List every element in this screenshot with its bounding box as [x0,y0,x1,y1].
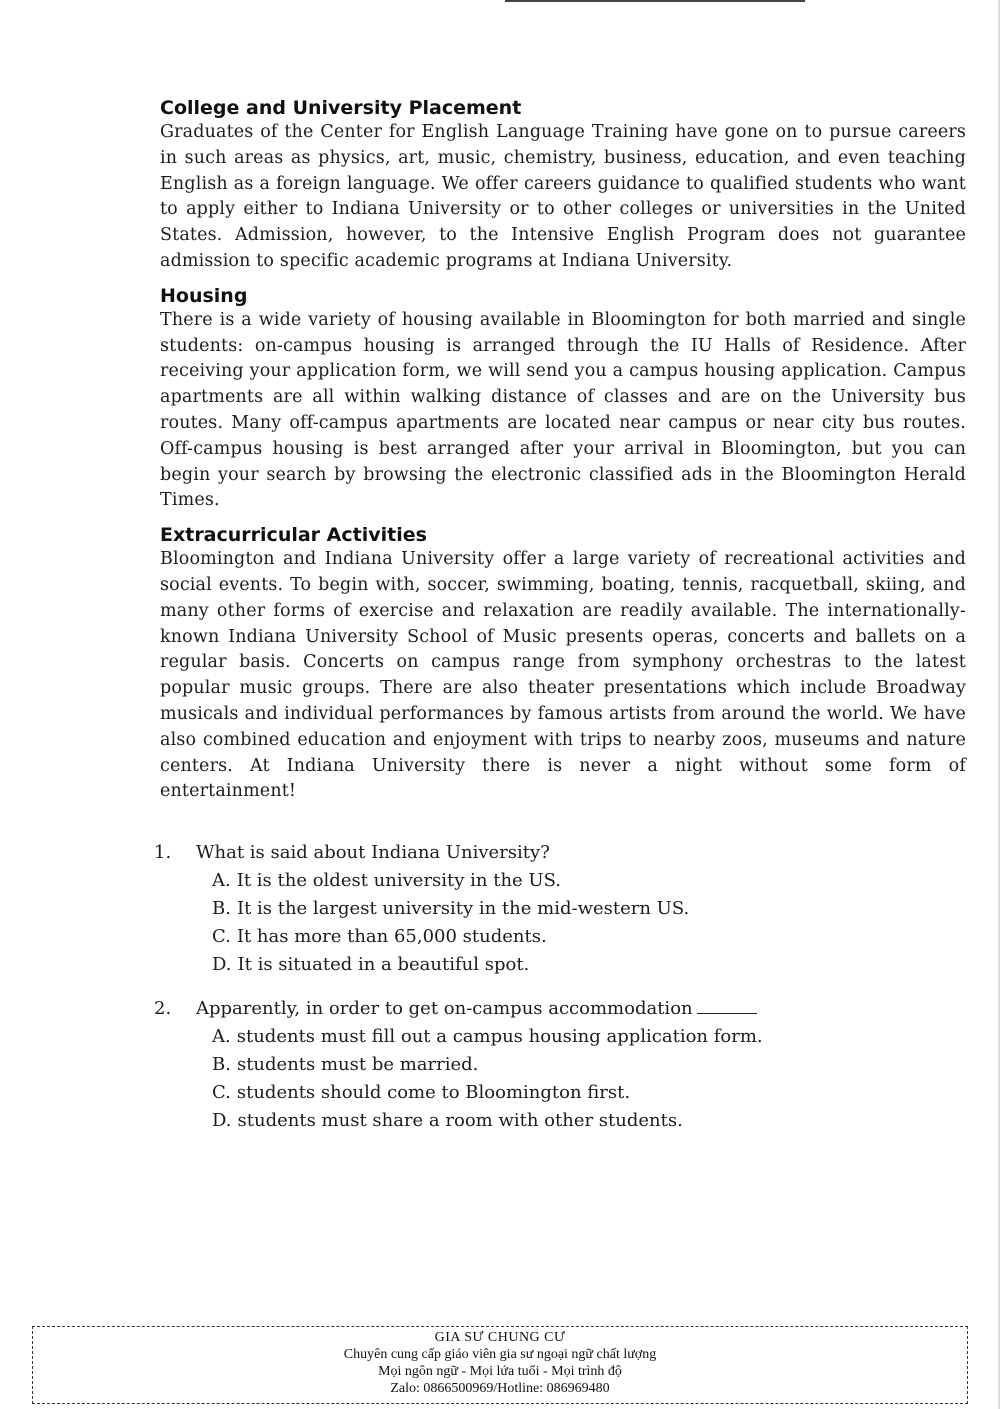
option-letter: B. [212,1054,231,1076]
question-list [154,839,966,1135]
option-letter: C. [212,926,231,948]
answer-option-a[interactable] [212,1023,966,1051]
question-text: What is said about Indiana University? [196,842,550,864]
section-heading: Housing [160,284,248,307]
answer-blank [697,999,757,1014]
option-letter: B. [212,898,231,920]
option-letter: A. [212,870,231,892]
answer-option-d[interactable] [212,1107,966,1135]
section-housing [160,285,966,514]
footer-brand: GIA SƯ CHUNG CƯ [434,1330,566,1345]
footer-subtitle: Mọi ngôn ngữ - Mọi lứa tuổi - Mọi trình độ [378,1364,622,1379]
section-paragraph: There is a wide variety of housing available in Bloomington for both married and single students: on-campus housing is arranged through the IU Halls of Residence. After receiving your application form, we will send you a campus housing application. Campus apartments are all within walking distance of classes and are on the University bus routes. Many off-campus apartments are located near campus or near city bus routes. Off-campus housing is best arranged after your arrival in Bloomington, but you can begin your search by browsing the electronic classified ads in the Bloomington Herald Times. [160,309,966,511]
question-stem [154,839,966,867]
footer-advertisement-box [32,1326,968,1404]
option-text: students should come to Bloomington first. [236,1082,631,1104]
answer-option-b[interactable] [212,895,966,923]
section-heading: Extracurricular Activities [160,524,427,547]
question-stem [154,995,966,1023]
answer-option-b[interactable] [212,1051,966,1079]
option-text: students must share a room with other students. [237,1110,683,1132]
option-text: students must be married. [236,1054,479,1076]
answer-option-a[interactable] [212,867,966,895]
page-top-edge-line [505,0,805,2]
option-text: It has more than 65,000 students. [236,926,547,948]
option-letter: D. [212,954,232,976]
option-text: It is situated in a beautiful spot. [237,954,530,976]
section-heading: College and University Placement [160,97,522,119]
section-paragraph: Graduates of the Center for English Language Training have gone on to pursue careers in such areas as physics, art, music, chemistry, business, education, and even teaching English as a foreign language. We offer careers guidance to qualified students who want to apply either to Indiana University or to other colleges or universities in the United States. Admission, however, to the Intensive English Program does not guarantee admission to specific academic programs at Indiana University. [160,122,966,271]
question-1 [154,839,966,979]
footer-tagline: Chuyên cung cấp giáo viên gia sư ngoại ngữ chất lượng [343,1347,657,1362]
footer-contact: Zalo: 0866500969/Hotline: 086969480 [390,1381,610,1396]
section-college-placement [160,97,966,275]
question-text: Apparently, in order to get on-campus accommodation [196,998,693,1020]
option-text: It is the oldest university in the US. [236,870,562,892]
question-number: 1. [154,842,172,864]
question-number: 2. [154,998,172,1020]
section-extracurricular [160,524,966,805]
option-text: students must fill out a campus housing application form. [236,1026,763,1048]
option-letter: C. [212,1082,231,1104]
option-letter: A. [212,1026,231,1048]
answer-option-d[interactable] [212,951,966,979]
answer-option-c[interactable] [212,923,966,951]
option-text: It is the largest university in the mid-western US. [236,898,690,920]
option-letter: D. [212,1110,232,1132]
reading-passage [154,97,966,1151]
section-paragraph: Bloomington and Indiana University offer a large variety of recreational activities and social events. To begin with, soccer, swimming, boating, tennis, racquetball, skiing, and many other forms of exercise and relaxation are readily available. The internationally-known Indiana University School of Music presents operas, concerts and ballets on a regular basis. Concerts on campus range from symphony orchestras to the latest popular music groups. There are also theater presentations which include Broadway musicals and individual performances by famous artists from around the world. We have also combined education and enjoyment with trips to nearby zoos, museums and nature centers. At Indiana University there is never a night without some form of entertainment! [160,549,966,802]
question-2 [154,995,966,1135]
answer-option-c[interactable] [212,1079,966,1107]
